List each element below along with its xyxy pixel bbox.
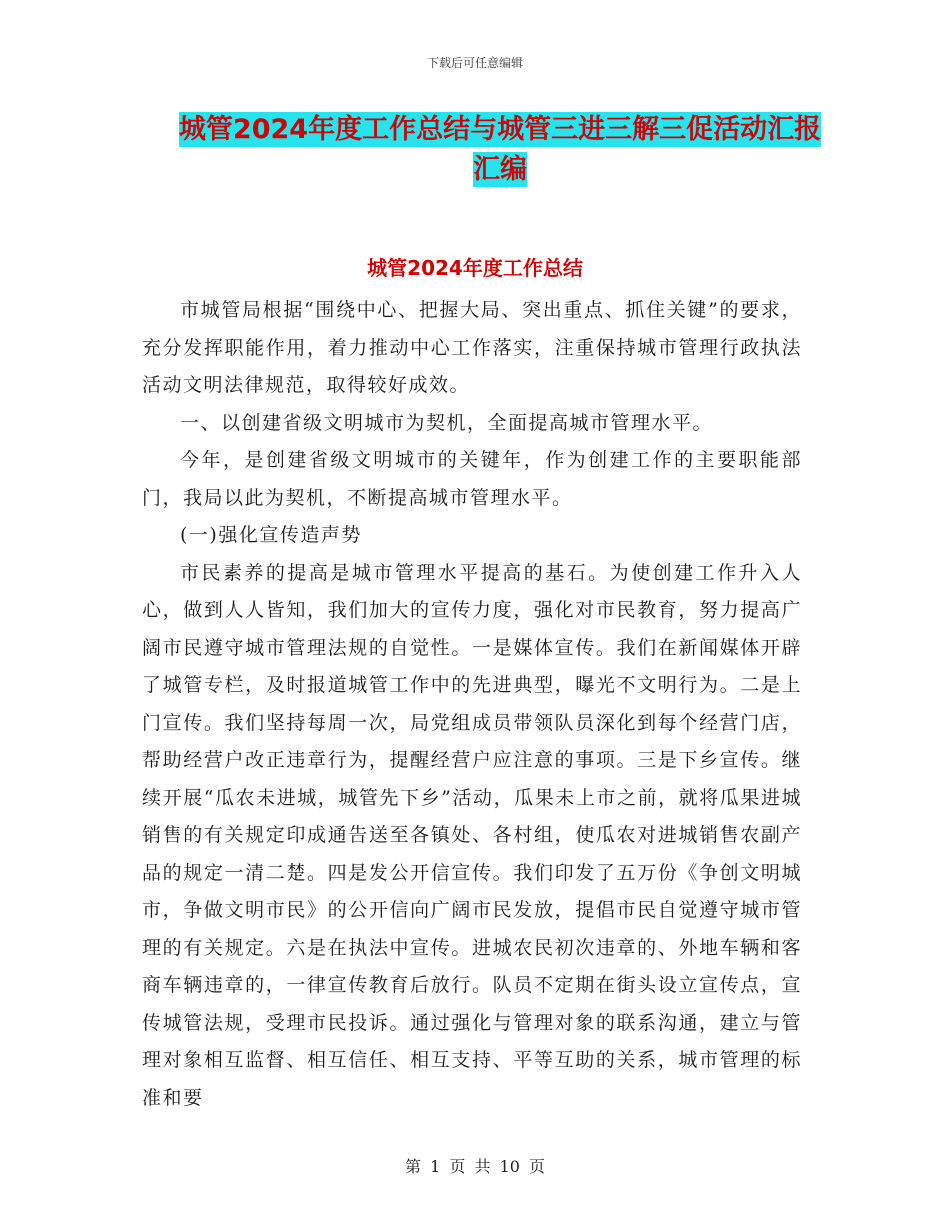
page-footer: 第 1 页 共 10 页 <box>405 1157 545 1176</box>
header-note: 下载后可任意编辑 <box>426 56 523 70</box>
paragraph-heading-1: 一、以创建省级文明城市为契机，全面提高城市管理水平。 <box>180 411 714 434</box>
title-line-2: 汇编 <box>473 154 527 185</box>
document-title <box>140 110 860 190</box>
body-text <box>142 292 802 1117</box>
paragraph-subheading-1: (一)强化宣传造声势 <box>180 524 362 546</box>
paragraph-context: 今年，是创建省级文明城市的关键年，作为创建工作的主要职能部门，我局以此为契机，不断提高城市管理水平。 <box>142 449 802 509</box>
paragraph-publicity: 市民素养的提高是城市管理水平提高的基石。为使创建工作升入人心，做到人人皆知，我们加大的宣传力度，强化对市民教育，努力提高广阔市民遵守城市管理法规的自觉性。一是媒体宣传。我们在新闻媒体开辟了城管专栏，及时报道城管工作中的先进典型，曝光不文明行为。二是上门宣传。我们坚持每周一次，局党组成员带领队员深化到每个经营门店，帮助经营户改正违章行为，提醒经营户应注意的事项。三是下乡宣传。继续开展“瓜农未进城，城管先下乡”活动，瓜果未上市之前，就将瓜果进城销售的有关规定印成通告送至各镇处、各村组，使瓜农对进城销售农副产品的规定一清二楚。四是发公开信宣传。我们印发了五万份《争创文明城市，争做文明市民》的公开信向广阔市民发放，提倡市民自觉遵守城市管理的有关规定。六是在执法中宣传。进城农民初次违章的、外地车辆和客商车辆违章的，一律宣传教育后放行。队员不定期在街头设立宣传点，宣传城管法规，受理市民投诉。通过强化与管理对象的联系沟通，建立与管理对象相互监督、相互信任、相互支持、平等互助的关系，城市管理的标准和要 <box>142 561 802 1109</box>
title-line-1: 城管2024年度工作总结与城管三进三解三促活动汇报 <box>178 114 822 145</box>
section-title: 城管2024年度工作总结 <box>367 256 583 280</box>
paragraph-intro: 市城管局根据“围绕中心、把握大局、突出重点、抓住关键”的要求，充分发挥职能作用，着力推动中心工作落实，注重保持城市管理行政执法活动文明法律规范，取得较好成效。 <box>142 299 802 396</box>
